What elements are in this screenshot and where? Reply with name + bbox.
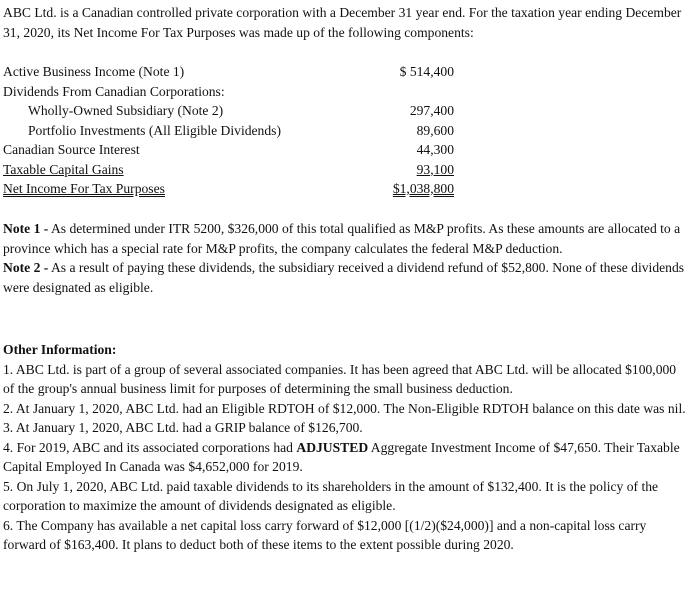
table-row: [3, 121, 463, 141]
canadian-interest-label: Canadian Source Interest: [3, 142, 140, 157]
table-row: [3, 82, 463, 102]
active-business-income-value: $ 514,400: [399, 64, 454, 79]
income-table: [3, 62, 463, 199]
note-2: [3, 258, 689, 297]
other-item-3: 3. At January 1, 2020, ABC Ltd. had a GRIP balance of $126,700.: [3, 420, 363, 435]
other-information-heading: Other Information:: [3, 342, 117, 357]
note-1-label: Note 1 -: [3, 221, 49, 236]
active-business-income-label: Active Business Income (Note 1): [3, 64, 185, 79]
other-item-4: [3, 438, 689, 477]
canadian-interest-value: 44,300: [416, 142, 454, 157]
other-item-1: 1. ABC Ltd. is part of a group of several associated companies. It has been agreed that ABC Ltd. will be allocated $100,000 of the group's annual business limit for purposes of determining the small business deduction.: [3, 361, 677, 396]
other-item-4-bold: ADJUSTED: [296, 439, 369, 455]
other-item-4-text-a: 4. For 2019, ABC and its associated corporations had: [3, 439, 297, 455]
other-item-5: 5. On July 1, 2020, ABC Ltd. paid taxable dividends to its shareholders in the amount of $132,400. It is the policy of the corporation to maximize the amount of dividends designated as eligible.: [3, 478, 659, 513]
portfolio-investments-value: 89,600: [416, 122, 454, 138]
table-row: [3, 140, 463, 160]
note-1-text: As determined under ITR 5200, $326,000 of this total qualified as M&P profits. As these amounts are allocated to a province which has a special rate for M&P profits, the company calculates the federal M&P deduction.: [3, 221, 681, 256]
table-row: [3, 62, 463, 82]
intro-paragraph: ABC Ltd. is a Canadian controlled private corporation with a December 31 year end. For the taxation year ending December 31, 2020, its Net Income For Tax Purposes was made up of the following components:: [3, 5, 682, 40]
portfolio-investments-label: Portfolio Investments (All Eligible Dividends): [28, 122, 281, 138]
note-2-text: As a result of paying these dividends, the subsidiary received a dividend refund of $52,800. None of these dividends were designated as eligible.: [3, 260, 685, 295]
taxable-capital-gains-value: 93,100: [416, 161, 454, 177]
table-row: [3, 179, 463, 199]
other-item-2: 2. At January 1, 2020, ABC Ltd. had an Eligible RDTOH of $12,000. The Non-Eligible RDTOH balance on this date was nil.: [3, 400, 686, 416]
taxable-capital-gains-label: Taxable Capital Gains: [3, 161, 124, 177]
other-item-6: 6. The Company has available a net capital loss carry forward of $12,000 [(1/2)($24,000)] and a non-capital loss carry forward of $163,400. It plans to deduct both of these items to the extent possible during 2020.: [3, 517, 647, 552]
table-row: [3, 160, 463, 180]
table-row: [3, 101, 463, 121]
notes-section: [3, 219, 689, 297]
other-information-section: [3, 340, 689, 555]
net-income-total: $1,038,800: [392, 181, 454, 196]
net-income-label: Net Income For Tax Purposes: [3, 181, 165, 196]
note-1: [3, 219, 689, 258]
other-item-4-text-b: Aggregate Investment Income of $47,650. Their Taxable Capital Employed In Canada was $4,652,000 for 2019.: [3, 439, 680, 474]
dividends-header: Dividends From Canadian Corporations:: [3, 83, 225, 99]
wholly-owned-subsidiary-label: Wholly-Owned Subsidiary (Note 2): [28, 103, 224, 118]
note-2-label: Note 2 -: [3, 260, 49, 275]
wholly-owned-subsidiary-value: 297,400: [409, 103, 454, 118]
